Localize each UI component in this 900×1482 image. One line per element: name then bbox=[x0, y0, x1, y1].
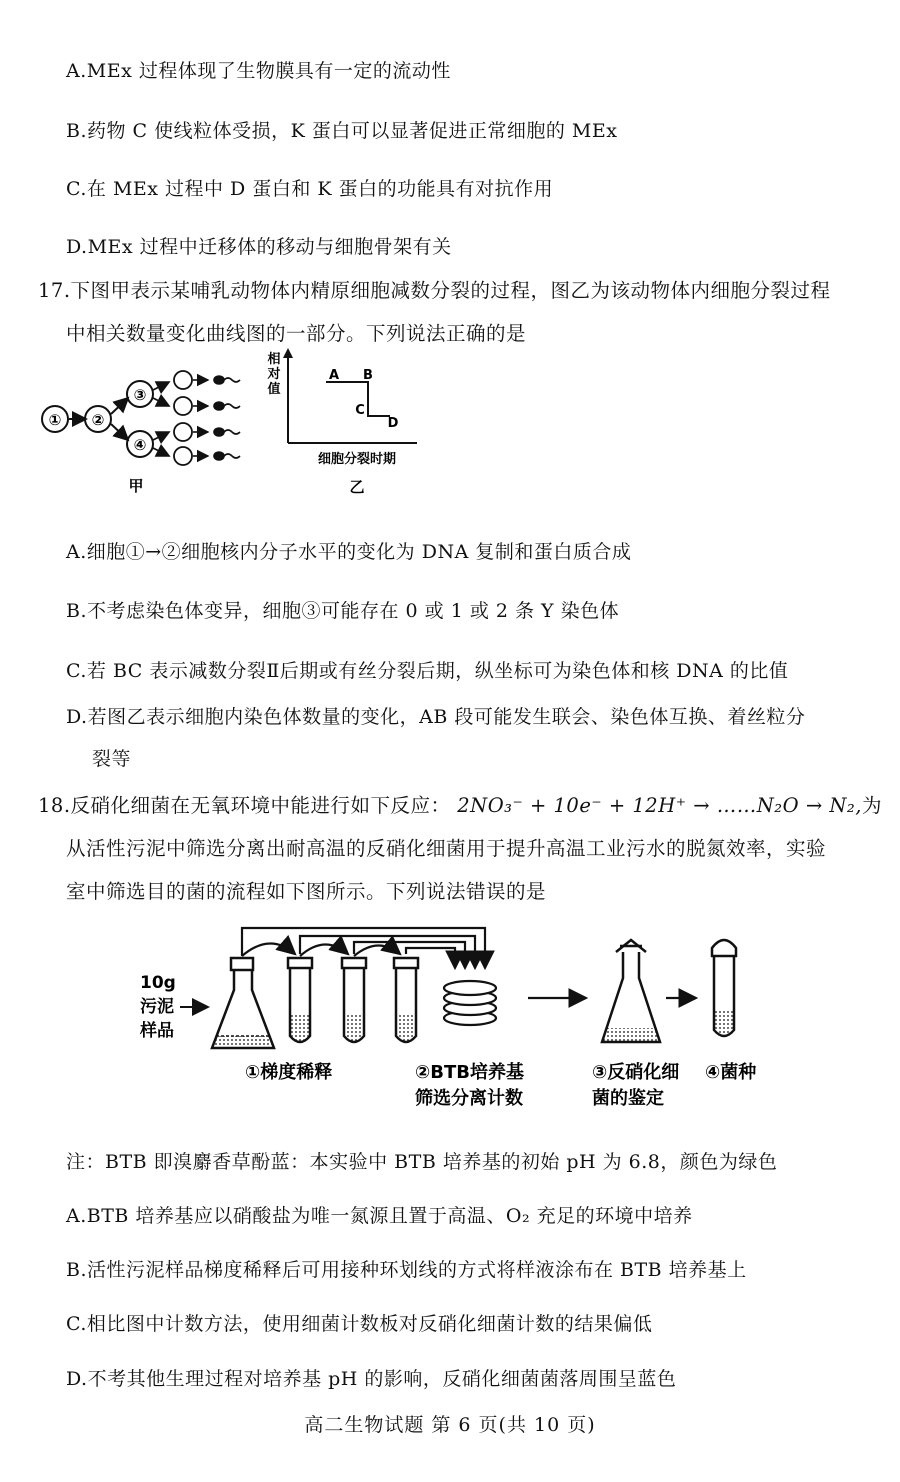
q18-stem-line3: 室中筛选目的菌的流程如下图所示。下列说法错误的是 bbox=[66, 880, 547, 903]
q17-stem-line1: 17.下图甲表示某哺乳动物体内精原细胞减数分裂的过程，图乙为该动物体内细胞分裂过程 bbox=[38, 279, 831, 302]
test-tube-2 bbox=[342, 958, 366, 1042]
q17-option-d-line2: 裂等 bbox=[92, 748, 132, 770]
flask-2 bbox=[602, 940, 660, 1042]
q17-option-d-line1: D.若图乙表示细胞内染色体数量的变化，AB 段可能发生联会、染色体互换、着丝粒分 bbox=[66, 706, 806, 728]
fig-yi-ylabel-1: 相 bbox=[267, 352, 281, 367]
step3-label-line2: 菌的鉴定 bbox=[592, 1088, 664, 1109]
q17-figure-yi bbox=[262, 348, 432, 498]
sample-label-1: 10g bbox=[140, 973, 176, 993]
q18-reaction-formula: 2NO₃⁻ + 10e⁻ + 12H⁺ → ……N₂O → N₂, bbox=[457, 794, 862, 817]
petri-dish-stack bbox=[444, 981, 496, 1025]
fig-yi-ylabel-2: 对 bbox=[267, 367, 281, 382]
fig-yi-point-d: D bbox=[387, 416, 399, 431]
step2-label-line1: ②BTB培养基 bbox=[415, 1062, 524, 1083]
fig-yi-point-c: C bbox=[355, 403, 365, 418]
q18-stem-line2: 从活性污泥中筛选分离出耐高温的反硝化细菌用于提升高温工业污水的脱氮效率，实验 bbox=[66, 837, 827, 860]
fig-yi-point-a: A bbox=[328, 368, 340, 383]
fig-yi-ylabel-3: 值 bbox=[267, 382, 281, 397]
q17-option-a: A.细胞①→②细胞核内分子水平的变化为 DNA 复制和蛋白质合成 bbox=[66, 541, 632, 563]
fig-jia-caption: 甲 bbox=[128, 477, 144, 495]
q18-note: 注：BTB 即溴麝香草酚蓝：本实验中 BTB 培养基的初始 pH 为 6.8，颜色为绿色 bbox=[66, 1151, 778, 1173]
test-tube-3 bbox=[394, 958, 418, 1042]
sample-label-3: 样品 bbox=[140, 1021, 174, 1041]
cell-1-label: ① bbox=[48, 411, 62, 429]
q17-option-c: C.若 BC 表示减数分裂Ⅱ后期或有丝分裂后期，纵坐标可为染色体和核 DNA 的比值 bbox=[66, 660, 789, 682]
q17-figure-jia bbox=[38, 360, 281, 500]
fig-yi-caption: 乙 bbox=[349, 478, 365, 496]
fig-yi-xlabel: 细胞分裂时期 bbox=[317, 452, 397, 467]
test-tube-1 bbox=[288, 958, 312, 1042]
page-footer: 高二生物试题 第 6 页(共 10 页) bbox=[304, 1414, 596, 1436]
cell-2-label: ② bbox=[91, 411, 105, 429]
q18-option-d: D.不考其他生理过程对培养基 pH 的影响，反硝化细菌菌落周围呈蓝色 bbox=[66, 1368, 677, 1390]
step3-label-line1: ③反硝化细 bbox=[592, 1062, 680, 1083]
test-tube-4 bbox=[712, 940, 736, 1036]
cell-3-label: ③ bbox=[133, 386, 147, 404]
q17-stem-line2: 中相关数量变化曲线图的一部分。下列说法正确的是 bbox=[66, 322, 527, 345]
q18-stem-prefix: 18.反硝化细菌在无氧环境中能进行如下反应： bbox=[38, 794, 451, 817]
step2-label-line2: 筛选分离计数 bbox=[415, 1088, 523, 1109]
q18-stem-suffix: 为 bbox=[861, 794, 882, 817]
q18-flow-figure bbox=[130, 918, 780, 1118]
q17-option-b: B.不考虑染色体变异，细胞③可能存在 0 或 1 或 2 条 Y 染色体 bbox=[66, 600, 620, 622]
q16-option-c: C.在 MEx 过程中 D 蛋白和 K 蛋白的功能具有对抗作用 bbox=[66, 178, 554, 200]
step4-label: ④菌种 bbox=[705, 1062, 757, 1083]
q18-option-a: A.BTB 培养基应以硝酸盐为唯一氮源且置于高温、O₂ 充足的环境中培养 bbox=[66, 1205, 693, 1227]
sample-label-2: 污泥 bbox=[140, 997, 174, 1017]
cell-4-label: ④ bbox=[133, 436, 147, 454]
q16-option-d: D.MEx 过程中迁移体的移动与细胞骨架有关 bbox=[66, 236, 452, 258]
q18-option-b: B.活性污泥样品梯度稀释后可用接种环划线的方式将样液涂布在 BTB 培养基上 bbox=[66, 1259, 747, 1281]
fig-yi-point-b: B bbox=[363, 368, 373, 383]
step1-label: ①梯度稀释 bbox=[245, 1062, 333, 1083]
q18-option-c: C.相比图中计数方法，使用细菌计数板对反硝化细菌计数的结果偏低 bbox=[66, 1313, 653, 1335]
flask-1 bbox=[212, 958, 274, 1048]
q18-stem-line1 bbox=[38, 790, 882, 818]
q16-option-b: B.药物 C 使线粒体受损，K 蛋白可以显著促进正常细胞的 MEx bbox=[66, 120, 618, 142]
q16-option-a: A.MEx 过程体现了生物膜具有一定的流动性 bbox=[66, 60, 451, 82]
